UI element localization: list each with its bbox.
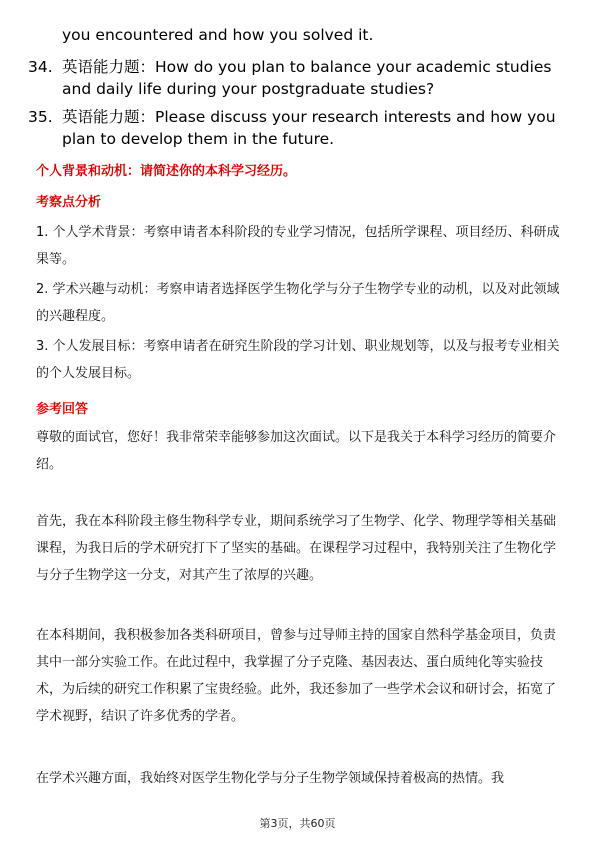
question-34-text: 英语能力题：How do you plan to balance your academic studies and daily life during your postgraduate studies? xyxy=(62,58,552,98)
answer-paragraph: 在学术兴趣方面，我始终对医学生物化学与分子生物学领域保持着极高的热情。我 xyxy=(36,771,505,786)
analysis-item: 3. 个人发展目标：考察申请者在研究生阶段的学习计划、职业规划等，以及与报考专业相关的个人发展目标。 xyxy=(36,339,560,381)
question-35-text: 英语能力题：Please discuss your research interests and how you plan to develop them in the future. xyxy=(62,108,556,148)
answer-paragraph: 首先，我在本科阶段主修生物科学专业，期间系统学习了生物学、化学、物理学等相关基础课程，为我日后的学术研究打下了坚实的基础。在课程学习过程中，我特别关注了生物化学与分子生物学这一分支，对其产生了浓厚的兴趣。 xyxy=(36,514,557,583)
question-34 xyxy=(28,56,568,100)
question-35 xyxy=(28,106,568,150)
analysis-item: 2. 学术兴趣与动机：考察申请者选择医学生物化学与分子生物学专业的动机，以及对此领域的兴趣程度。 xyxy=(36,282,560,324)
question-35-number: 35. xyxy=(28,108,53,126)
answer-paragraph: 尊敬的面试官，您好！我非常荣幸能够参加这次面试。以下是我关于本科学习经历的简要介绍。 xyxy=(36,430,557,472)
answer-heading: 参考回答 xyxy=(36,402,89,417)
analysis-item: 1. 个人学术背景：考察申请者本科阶段的专业学习情况，包括所学课程、项目经历、科研成果等。 xyxy=(36,225,560,267)
question-34-number: 34. xyxy=(28,58,53,76)
page-number: 第3页，共60页 xyxy=(259,817,336,830)
answer-paragraph: 在本科期间，我积极参加各类科研项目，曾参与过导师主持的国家自然科学基金项目，负责其中一部分实验工作。在此过程中，我掌握了分子克隆、基因表达、蛋白质纯化等实验技术，为后续的研究工作积累了宝贵经验。此外，我还参加了一些学术会议和研讨会，拓宽了学术视野，结识了许多优秀的学者。 xyxy=(36,628,557,724)
section-title: 个人背景和动机：请简述你的本科学习经历。 xyxy=(36,164,297,179)
question-33-continuation: you encountered and how you solved it. xyxy=(62,26,374,44)
analysis-heading: 考察点分析 xyxy=(36,195,102,210)
